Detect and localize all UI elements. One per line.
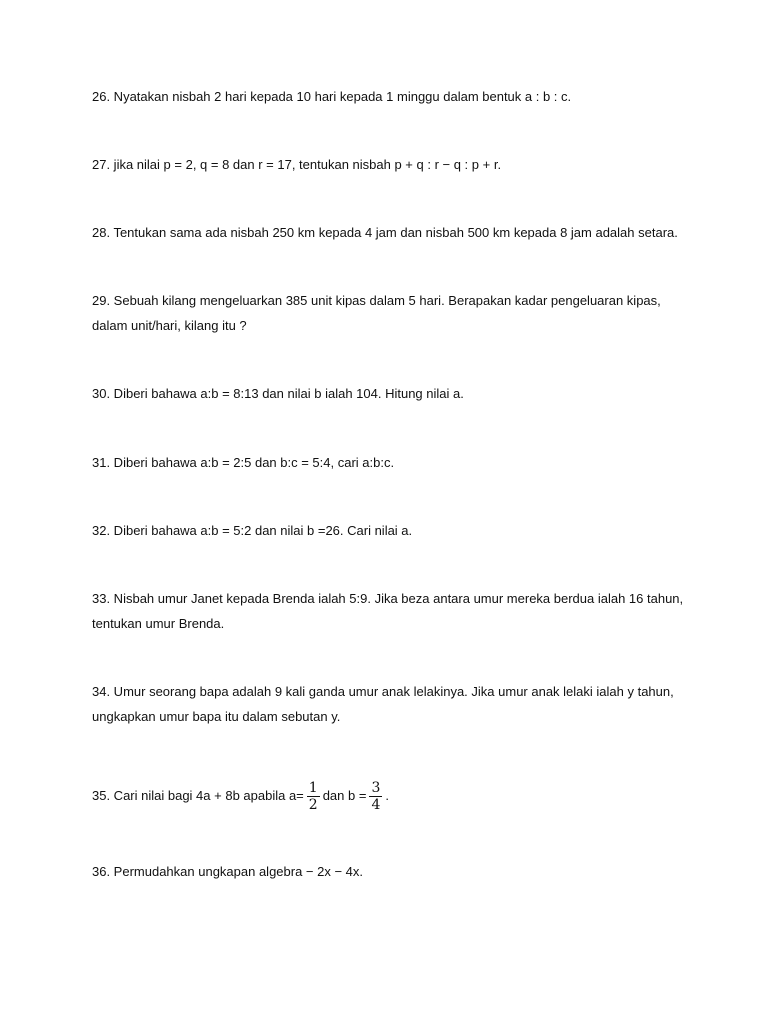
fraction-b — [369, 780, 382, 813]
question-30-text: 30. Diberi bahawa a:b = 8:13 dan nilai b ialah 104. Hitung nilai a. — [92, 386, 464, 401]
question-32 — [92, 518, 692, 543]
question-33-text-line-1: 33. Nisbah umur Janet kepada Brenda ialah 5:9. Jika beza antara umur mereka berdua ialah 16 tahun, — [92, 591, 684, 606]
question-33 — [92, 586, 692, 636]
question-35 — [92, 776, 692, 816]
fraction-a-numerator: 1 — [308, 780, 318, 797]
question-36-text: 36. Permudahkan ungkapan algebra − 2x − 4x. — [92, 864, 364, 879]
question-35-suffix: . — [385, 788, 389, 803]
question-29-text-line-1: 29. Sebuah kilang mengeluarkan 385 unit kipas dalam 5 hari. Berapakan kadar pengeluaran kipas, — [92, 293, 661, 308]
fraction-a — [307, 780, 320, 813]
question-32-text: 32. Diberi bahawa a:b = 5:2 dan nilai b =26. Cari nilai a. — [92, 523, 413, 538]
question-36 — [92, 859, 692, 884]
question-35-middle: dan b = — [322, 788, 367, 803]
question-28-text: 28. Tentukan sama ada nisbah 250 km kepada 4 jam dan nisbah 500 km kepada 8 jam adalah setara. — [92, 225, 678, 240]
question-29-text-line-2: dalam unit/hari, kilang itu ? — [92, 318, 247, 333]
question-29 — [92, 288, 692, 338]
question-31 — [92, 450, 692, 475]
fraction-a-denominator: 2 — [308, 797, 318, 814]
question-34 — [92, 679, 692, 729]
fraction-b-numerator: 3 — [371, 780, 381, 797]
question-35-prefix: 35. Cari nilai bagi 4a + 8b apabila a= — [92, 788, 304, 803]
question-34-text-line-1: 34. Umur seorang bapa adalah 9 kali ganda umur anak lelakinya. Jika umur anak lelaki ialah y tahun, — [92, 684, 674, 699]
question-26 — [92, 84, 692, 109]
question-27 — [92, 152, 692, 177]
fraction-b-denominator: 4 — [371, 797, 381, 814]
question-34-text-line-2: ungkapkan umur bapa itu dalam sebutan y. — [92, 709, 341, 724]
question-27-text: 27. jika nilai p = 2, q = 8 dan r = 17, tentukan nisbah p + q : r − q : p + r. — [92, 157, 502, 172]
question-26-text: 26. Nyatakan nisbah 2 hari kepada 10 hari kepada 1 minggu dalam bentuk a : b : c. — [92, 89, 572, 104]
question-30 — [92, 381, 692, 406]
question-28 — [92, 220, 692, 245]
question-33-text-line-2: tentukan umur Brenda. — [92, 616, 225, 631]
question-31-text: 31. Diberi bahawa a:b = 2:5 dan b:c = 5:4, cari a:b:c. — [92, 455, 395, 470]
